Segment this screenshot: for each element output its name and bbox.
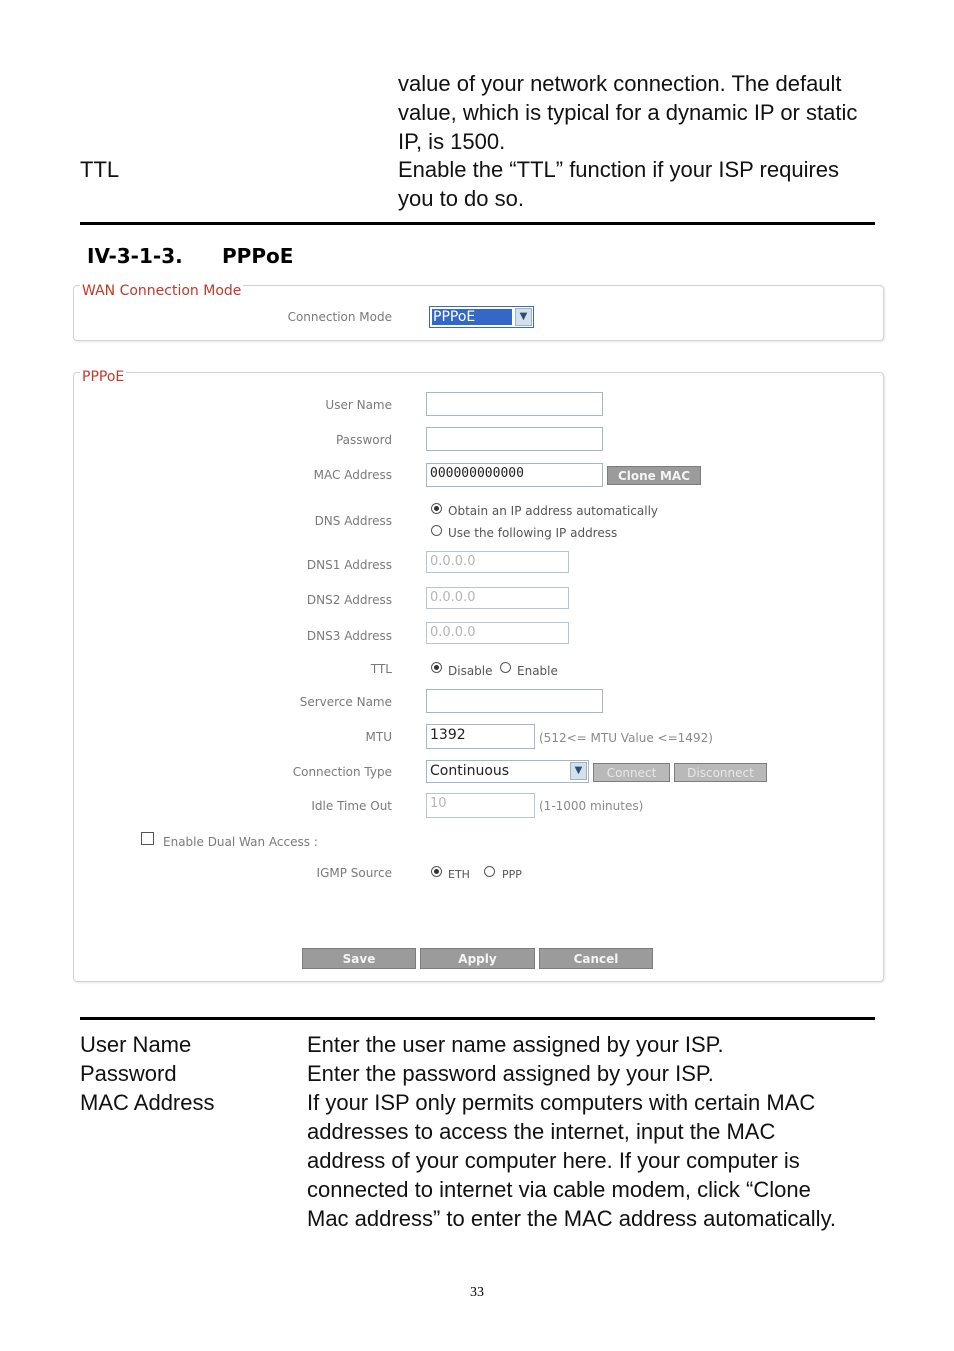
ttl-disable-label: Disable [448, 664, 493, 678]
mac-address-input[interactable]: 000000000000 [426, 463, 603, 487]
connect-button[interactable]: Connect [593, 763, 670, 782]
cancel-button[interactable]: Cancel [539, 948, 653, 969]
chevron-down-icon[interactable]: ▼ [570, 762, 587, 780]
text-line: value, which is typical for a dynamic IP or static [398, 100, 858, 125]
service-name-label: Serverce Name [299, 695, 392, 709]
text-line: connected to internet via cable modem, click “Clone [307, 1177, 811, 1202]
igmp-ppp-radio[interactable] [484, 866, 495, 877]
service-name-input[interactable] [426, 689, 603, 713]
dns-manual-radio[interactable] [431, 525, 442, 536]
idle-time-out-label: Idle Time Out [311, 799, 392, 813]
ttl-enable-label: Enable [517, 664, 558, 678]
dns3-address-label: DNS3 Address [306, 629, 392, 643]
connection-type-label: Connection Type [292, 765, 392, 779]
divider [80, 1017, 875, 1020]
dns-manual-label: Use the following IP address [448, 526, 618, 540]
mtu-label: MTU [365, 730, 392, 744]
text-line: Enter the user name assigned by your ISP. [307, 1032, 724, 1057]
igmp-eth-radio[interactable] [431, 866, 442, 877]
clone-mac-button[interactable]: Clone MAC [607, 466, 701, 485]
dns-auto-radio[interactable] [431, 503, 442, 514]
apply-button[interactable]: Apply [420, 948, 535, 969]
user-name-input[interactable] [426, 392, 603, 416]
definition-term: MAC Address [80, 1090, 215, 1115]
user-name-label: User Name [325, 398, 392, 412]
page-number: 33 [470, 1285, 484, 1300]
disconnect-button[interactable]: Disconnect [674, 763, 767, 782]
dns-address-label: DNS Address [314, 514, 392, 528]
text-line: addresses to access the internet, input the MAC [307, 1119, 776, 1144]
mtu-hint: (512<= MTU Value <=1492) [539, 731, 713, 745]
connection-mode-label: Connection Mode [287, 310, 392, 324]
text-line: Enable the “TTL” function if your ISP requires [398, 157, 840, 182]
igmp-ppp-label: PPP [502, 868, 522, 881]
wan-connection-mode-legend: WAN Connection Mode [82, 283, 242, 299]
definition-desc [307, 1030, 724, 1059]
mtu-description [398, 69, 857, 156]
dual-wan-label: Enable Dual Wan Access : [163, 835, 318, 849]
password-label: Password [335, 433, 392, 447]
connection-mode-value: PPPoE [433, 309, 476, 325]
dns-auto-label: Obtain an IP address automatically [448, 504, 659, 518]
dual-wan-checkbox[interactable] [141, 832, 154, 845]
divider [80, 222, 875, 225]
definition-desc [307, 1059, 714, 1088]
dns2-address-input[interactable]: 0.0.0.0 [426, 587, 569, 609]
mtu-input[interactable]: 1392 [426, 724, 535, 749]
text-line: If your ISP only permits computers with certain MAC [307, 1090, 816, 1115]
definition-term: User Name [80, 1032, 192, 1057]
section-number: IV-3-1-3. [87, 244, 183, 268]
text-line: value of your network connection. The default [398, 71, 842, 96]
idle-time-out-input[interactable]: 10 [426, 793, 535, 818]
connection-mode-select[interactable] [429, 306, 534, 328]
igmp-source-label: IGMP Source [316, 866, 392, 880]
ttl-enable-radio[interactable] [500, 662, 511, 673]
pppoe-legend: PPPoE [82, 369, 125, 385]
chevron-down-icon[interactable]: ▼ [515, 308, 532, 326]
dns1-address-input[interactable]: 0.0.0.0 [426, 551, 569, 573]
dns1-address-label: DNS1 Address [306, 558, 392, 572]
text-line: address of your computer here. If your computer is [307, 1148, 800, 1173]
save-button[interactable]: Save [302, 948, 416, 969]
ttl-term: TTL [80, 157, 120, 182]
ttl-label: TTL [370, 662, 392, 676]
password-input[interactable] [426, 427, 603, 451]
mac-address-label: MAC Address [313, 468, 392, 482]
definition-term: Password [80, 1061, 177, 1086]
text-line: you to do so. [398, 186, 524, 211]
dns2-address-label: DNS2 Address [306, 593, 392, 607]
text-line: IP, is 1500. [398, 129, 506, 154]
text-line: Enter the password assigned by your ISP. [307, 1061, 714, 1086]
ttl-disable-radio[interactable] [431, 662, 442, 673]
ttl-description [398, 155, 839, 213]
text-line: Mac address” to enter the MAC address automatically. [307, 1206, 837, 1231]
igmp-eth-label: ETH [448, 868, 470, 881]
definition-desc [307, 1088, 836, 1233]
connection-type-value: Continuous [430, 763, 510, 779]
idle-time-out-hint: (1-1000 minutes) [539, 799, 644, 813]
connection-type-select[interactable] [426, 760, 589, 783]
dns3-address-input[interactable]: 0.0.0.0 [426, 622, 569, 644]
section-title: PPPoE [222, 244, 294, 268]
